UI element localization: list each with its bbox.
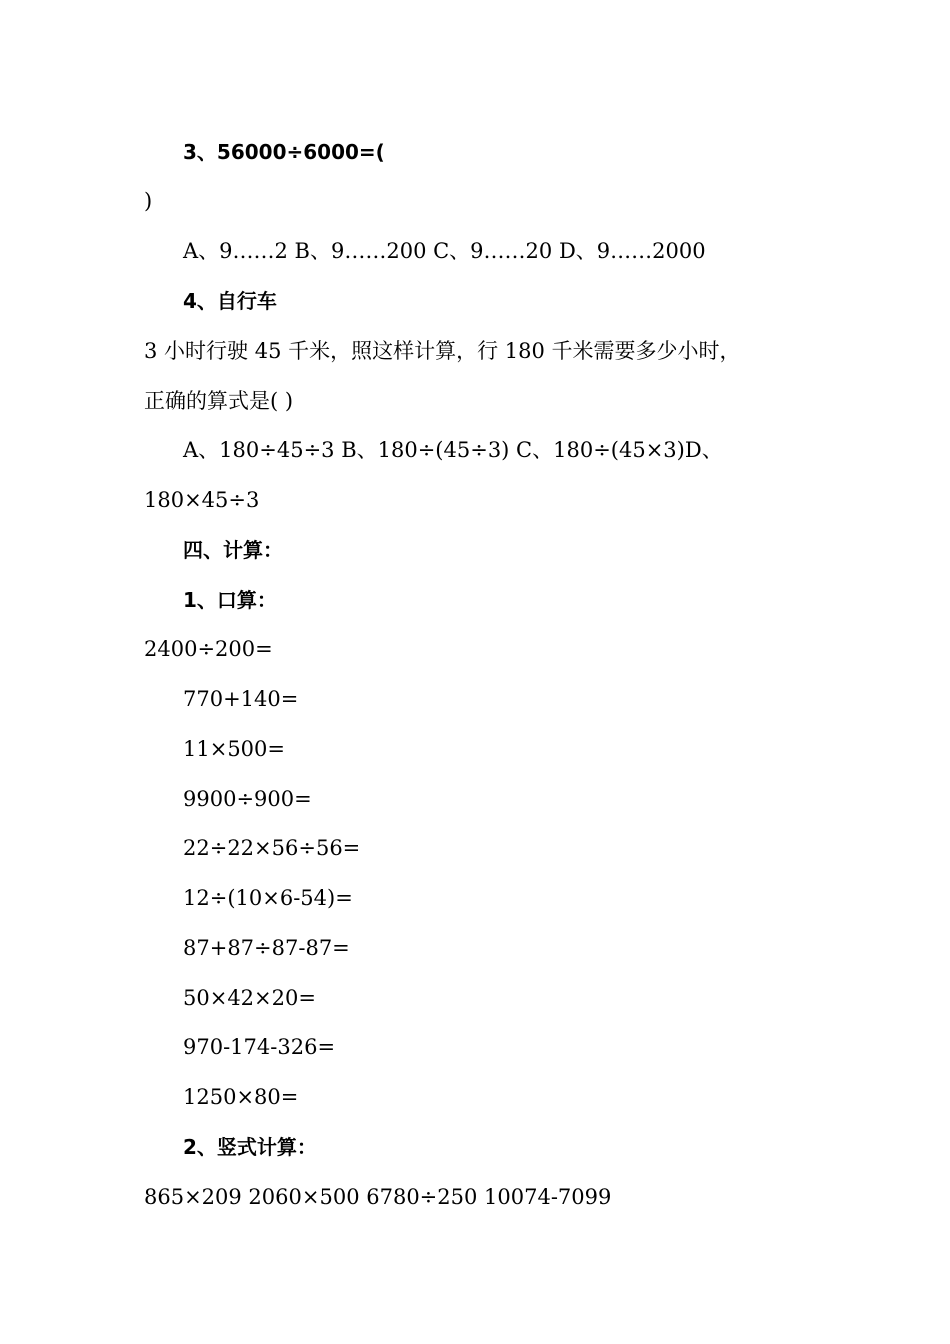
question-4-stem: 4、自行车 (183, 289, 277, 313)
question-4-options-line-2: 180×45÷3 (144, 488, 260, 512)
question-4-options-line-1: A、180÷45÷3 B、180÷(45÷3) C、180÷(45×3)D、 (183, 438, 723, 462)
oral-calc-item: 9900÷900= (183, 787, 312, 811)
vertical-calc-items: 865×209 2060×500 6780÷250 10074-7099 (144, 1185, 612, 1209)
vertical-calc-title: 2、竖式计算： (183, 1135, 317, 1159)
question-4-stem-line-3: 正确的算式是( ) (144, 389, 294, 413)
oral-calc-item: 22÷22×56÷56= (183, 836, 361, 860)
question-3-stem: 3、56000÷6000=( (183, 140, 385, 164)
question-3-options: A、9……2 B、9……200 C、9……20 D、9……2000 (183, 239, 706, 263)
oral-calc-item: 1250×80= (183, 1085, 299, 1109)
oral-calc-item: 970-174-326= (183, 1035, 336, 1059)
oral-calc-item: 770+140= (183, 687, 299, 711)
oral-calc-item: 11×500= (183, 737, 285, 761)
oral-calc-item: 2400÷200= (144, 637, 273, 661)
section-4-title: 四、计算： (183, 538, 283, 562)
oral-calc-item: 12÷(10×6-54)= (183, 886, 353, 910)
question-3-stem-continuation: ) (144, 189, 153, 213)
oral-calc-item: 50×42×20= (183, 986, 316, 1010)
oral-calc-title: 1、口算： (183, 588, 277, 612)
oral-calc-item: 87+87÷87-87= (183, 936, 350, 960)
question-4-stem-line-2: 3 小时行驶 45 千米，照这样计算，行 180 千米需要多少小时， (144, 339, 741, 363)
